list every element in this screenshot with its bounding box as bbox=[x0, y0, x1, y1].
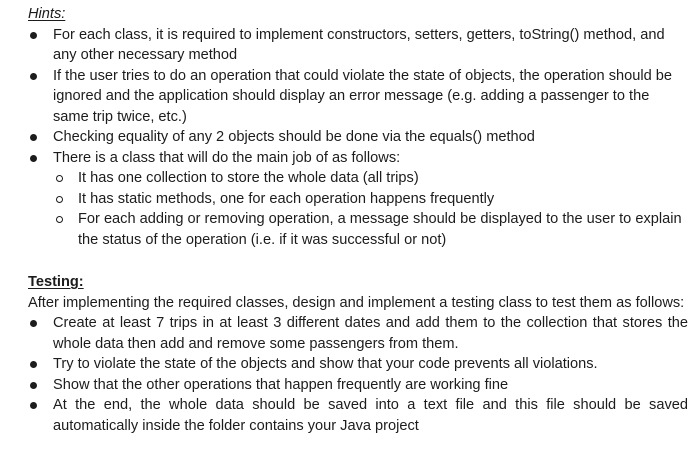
document-body bbox=[28, 4, 688, 436]
section-spacer bbox=[28, 250, 688, 272]
hint-item-text: There is a class that will do the main job of as follows: bbox=[53, 149, 401, 166]
hint-sublist bbox=[53, 168, 688, 250]
hint-subitem: It has static methods, one for each operation happens frequently bbox=[53, 189, 688, 210]
hint-subitem: It has one collection to store the whole data (all trips) bbox=[53, 168, 688, 189]
hint-item: If the user tries to do an operation that could violate the state of objects, the operation should be ignored and the application should display an error message (e.g. adding a passenger to the same trip twice, etc.) bbox=[28, 66, 688, 128]
hint-subitem: For each adding or removing operation, a message should be displayed to the user to explain the status of the operation (i.e. if it was successful or not) bbox=[53, 209, 688, 250]
hint-item: Checking equality of any 2 objects should be done via the equals() method bbox=[28, 127, 688, 148]
testing-item: Show that the other operations that happen frequently are working fine bbox=[28, 375, 688, 396]
hint-item: For each class, it is required to implement constructors, setters, getters, toString() method, and any other necessary method bbox=[28, 25, 688, 66]
testing-section bbox=[28, 272, 688, 436]
hints-section bbox=[28, 4, 688, 250]
testing-list bbox=[28, 313, 688, 436]
testing-item: At the end, the whole data should be saved into a text file and this file should be saved automatically inside the folder contains your Java project bbox=[28, 395, 688, 436]
hint-item-main-class bbox=[28, 148, 688, 251]
testing-item: Try to violate the state of the objects and show that your code prevents all violations. bbox=[28, 354, 688, 375]
hints-list bbox=[28, 25, 688, 251]
hints-heading: Hints: bbox=[28, 6, 66, 22]
testing-intro: After implementing the required classes, design and implement a testing class to test them as follows: bbox=[28, 294, 685, 311]
testing-item: Create at least 7 trips in at least 3 different dates and add them to the collection that stores the whole data then add and remove some passengers from them. bbox=[28, 313, 688, 354]
testing-heading: Testing: bbox=[28, 274, 84, 290]
